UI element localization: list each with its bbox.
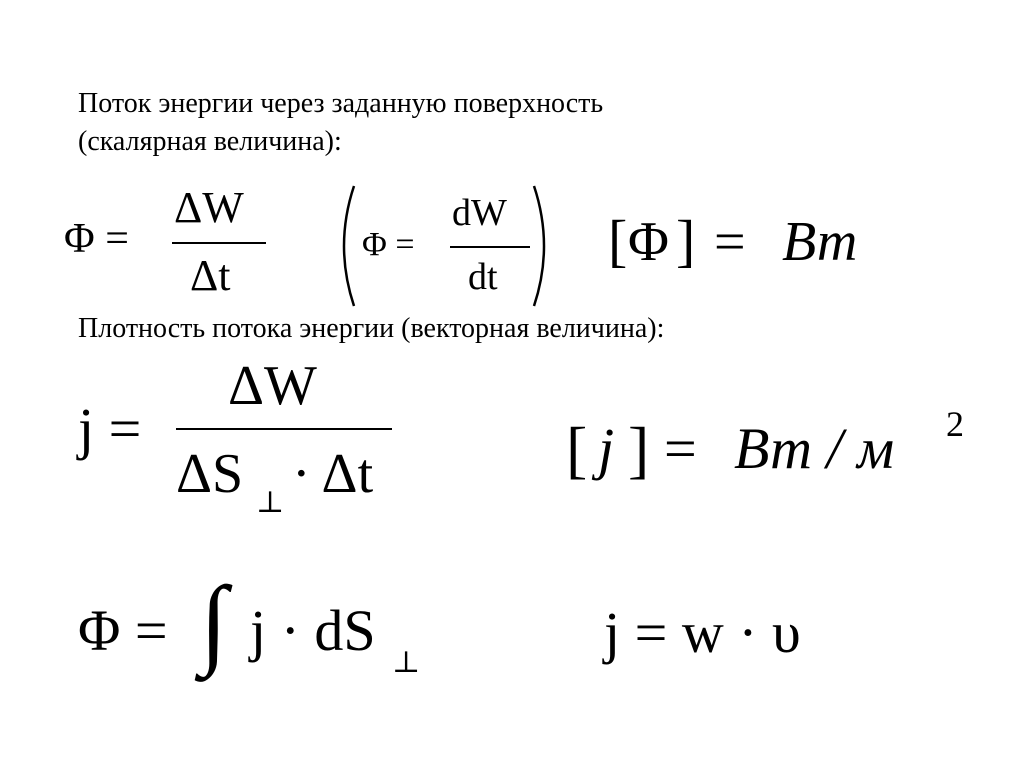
formula-lhs: Φ = xyxy=(64,216,129,262)
perpendicular-subscript: ⊥ xyxy=(256,486,285,519)
unit-exponent: 2 xyxy=(946,404,964,444)
formula-density-energy: j = w · υ xyxy=(604,600,801,665)
text-line-energy-flux: Поток энергии через заданную поверхность xyxy=(78,88,604,119)
denominator-ds: ΔS xyxy=(176,443,244,505)
equals-sign: = xyxy=(664,416,697,481)
bracket-open: [ xyxy=(566,414,588,485)
denominator-dt: · Δt xyxy=(292,443,374,505)
fraction-numerator: ΔW xyxy=(174,183,244,232)
unit-symbol: j xyxy=(598,416,615,481)
text-line-flux-density: Плотность потока энергии (векторная величина): xyxy=(78,313,665,344)
integral-sign: ∫ xyxy=(200,566,228,677)
bracket-close: ] xyxy=(676,208,696,273)
perpendicular-subscript: ⊥ xyxy=(392,646,421,679)
fraction-numerator: ΔW xyxy=(228,355,317,417)
bracket-close: ] xyxy=(628,414,650,485)
unit-value: Вт xyxy=(782,211,858,273)
fraction-bar xyxy=(172,242,266,244)
formula-lhs: j = xyxy=(78,396,142,461)
fraction-denominator: dt xyxy=(468,256,498,298)
formula-lhs: Φ = xyxy=(78,598,168,663)
fraction-denominator: Δt xyxy=(190,251,231,300)
right-paren xyxy=(530,184,556,308)
fraction-bar xyxy=(176,428,392,430)
integrand: j · dS xyxy=(250,598,376,663)
unit-value: Вт / м xyxy=(734,416,895,481)
unit-symbol: Φ xyxy=(628,211,669,273)
bracket-open: [ xyxy=(608,208,628,273)
text-line-scalar: (скалярная величина): xyxy=(78,126,342,157)
equals-sign: = xyxy=(714,211,746,273)
left-paren xyxy=(332,184,358,308)
fraction-bar xyxy=(450,246,530,248)
formula-lhs: Φ = xyxy=(362,226,415,263)
fraction-numerator: dW xyxy=(452,192,507,234)
